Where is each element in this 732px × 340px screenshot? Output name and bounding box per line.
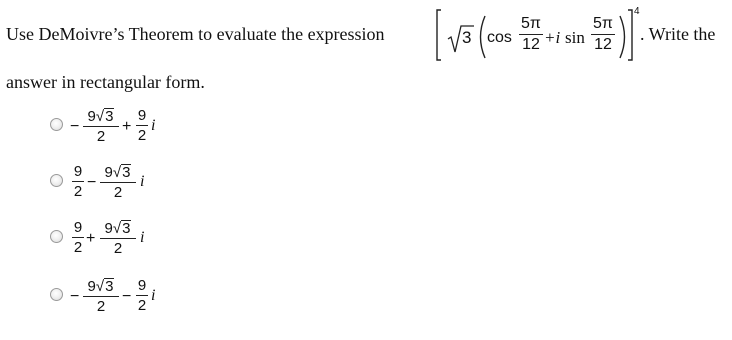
denominator: 2	[113, 240, 123, 257]
answer-option-2[interactable]	[50, 160, 210, 210]
sqrt: √3	[112, 164, 131, 181]
cos-angle-fraction	[519, 16, 543, 53]
fraction-bar	[591, 34, 615, 35]
angle-denominator: 12	[522, 36, 540, 53]
coefficient: 9	[104, 164, 113, 181]
sin-label: sin	[565, 28, 585, 47]
sqrt: √3	[112, 220, 131, 237]
plus-sign: +	[86, 230, 96, 247]
fraction-9-sqrt3-over-2	[100, 220, 136, 256]
denominator: 2	[96, 298, 106, 315]
numerator: 9	[73, 163, 83, 180]
minus-sign: −	[87, 174, 97, 191]
radicand: 3	[122, 220, 131, 237]
fraction-9-over-2	[72, 164, 84, 199]
option-1-expression	[70, 104, 210, 154]
fraction-bar	[72, 237, 84, 238]
fraction-bar	[83, 296, 119, 297]
question-line-2: answer in rectangular form.	[6, 72, 205, 92]
answer-option-1[interactable]	[50, 104, 210, 154]
fraction-bar	[72, 181, 84, 182]
minus-sign: −	[70, 288, 80, 305]
coefficient: 9	[104, 220, 113, 237]
question-text-after: . Write the	[640, 24, 716, 44]
minus-sign: −	[70, 118, 80, 135]
answer-option-4[interactable]	[50, 274, 210, 324]
radio-button-option-1[interactable]	[50, 118, 63, 131]
fraction-9-sqrt3-over-2	[100, 164, 136, 200]
radicand: 3	[105, 108, 114, 125]
sqrt: √3	[95, 278, 114, 295]
coefficient: 9	[87, 108, 96, 125]
angle-numerator: 5π	[521, 15, 541, 32]
radio-button-option-4[interactable]	[50, 288, 63, 301]
denominator: 2	[137, 297, 147, 314]
answer-option-3[interactable]	[50, 216, 210, 266]
exponent: 4	[634, 6, 640, 17]
fraction-bar	[136, 295, 148, 296]
radio-button-option-2[interactable]	[50, 174, 63, 187]
radicand: 3	[105, 278, 114, 295]
fraction-bar	[100, 182, 136, 183]
fraction-bar	[83, 126, 119, 127]
denominator: 2	[96, 128, 106, 145]
fraction-bar	[519, 34, 543, 35]
sin-angle-fraction	[591, 16, 615, 53]
denominator: 2	[73, 183, 83, 200]
question-line-1	[6, 6, 728, 62]
sqrt: √3	[95, 108, 114, 125]
demoivre-expression	[434, 6, 640, 62]
fraction-9-over-2	[72, 220, 84, 255]
radicand: 3	[122, 164, 131, 181]
minus-sign: −	[122, 288, 132, 305]
fraction-bar	[100, 238, 136, 239]
denominator: 2	[73, 239, 83, 256]
radio-button-option-3[interactable]	[50, 230, 63, 243]
plus-i: +i	[544, 28, 561, 47]
numerator: 9	[137, 107, 147, 124]
numerator: 9	[137, 277, 147, 294]
denominator: 2	[113, 184, 123, 201]
fraction-9-sqrt3-over-2	[83, 108, 119, 144]
coefficient: 9	[87, 278, 96, 295]
angle-numerator: 5π	[593, 15, 613, 32]
imaginary-unit: i	[140, 173, 145, 190]
imaginary-unit: i	[151, 117, 156, 134]
option-3-expression	[70, 216, 210, 266]
imaginary-unit: i	[140, 229, 145, 246]
fraction-9-over-2	[136, 278, 148, 313]
numerator: 9	[73, 219, 83, 236]
question-text-before: Use DeMoivre’s Theorem to evaluate the expression	[6, 24, 385, 44]
option-4-expression	[70, 274, 210, 324]
cos-label: cos	[487, 29, 512, 46]
fraction-9-over-2	[136, 108, 148, 143]
fraction-bar	[136, 125, 148, 126]
angle-denominator: 12	[594, 36, 612, 53]
option-2-expression	[70, 160, 210, 210]
imaginary-unit: i	[151, 287, 156, 304]
plus-sign: +	[122, 118, 132, 135]
radicand: 3	[462, 28, 472, 47]
fraction-9-sqrt3-over-2	[83, 278, 119, 314]
denominator: 2	[137, 127, 147, 144]
